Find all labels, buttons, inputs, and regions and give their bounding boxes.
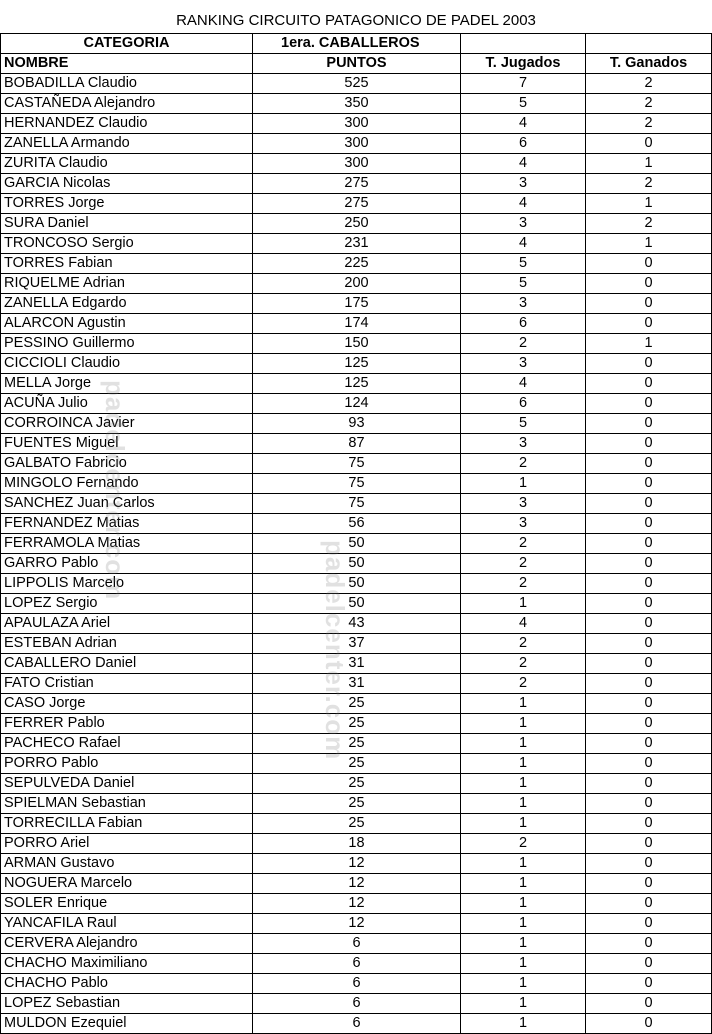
table-row (1, 134, 712, 154)
won-cell: 1 (586, 154, 712, 174)
points-cell: 200 (253, 274, 461, 294)
table-row (1, 694, 712, 714)
table-row (1, 254, 712, 274)
played-cell: 7 (461, 74, 586, 94)
won-cell: 0 (586, 814, 712, 834)
played-cell: 1 (461, 1014, 586, 1034)
player-name-cell: CERVERA Alejandro (1, 934, 253, 954)
played-cell: 1 (461, 974, 586, 994)
player-name-cell: TRONCOSO Sergio (1, 234, 253, 254)
played-cell: 2 (461, 654, 586, 674)
played-cell: 6 (461, 314, 586, 334)
played-cell: 2 (461, 454, 586, 474)
ranking-table-body (1, 34, 712, 1034)
table-row (1, 894, 712, 914)
played-cell: 4 (461, 614, 586, 634)
played-cell: 1 (461, 694, 586, 714)
points-cell: 300 (253, 134, 461, 154)
points-cell: 231 (253, 234, 461, 254)
won-cell: 0 (586, 834, 712, 854)
table-row (1, 434, 712, 454)
played-cell: 2 (461, 534, 586, 554)
won-cell: 0 (586, 954, 712, 974)
player-name-cell: SURA Daniel (1, 214, 253, 234)
played-cell: 3 (461, 294, 586, 314)
played-cell: 2 (461, 674, 586, 694)
points-cell: 250 (253, 214, 461, 234)
won-cell: 0 (586, 674, 712, 694)
won-cell: 0 (586, 714, 712, 734)
points-cell: 50 (253, 594, 461, 614)
won-cell: 0 (586, 774, 712, 794)
table-row (1, 974, 712, 994)
player-name-cell: TORRES Fabian (1, 254, 253, 274)
won-cell: 0 (586, 534, 712, 554)
player-name-cell: ZANELLA Edgardo (1, 294, 253, 314)
player-name-cell: SOLER Enrique (1, 894, 253, 914)
table-row (1, 594, 712, 614)
won-cell: 0 (586, 494, 712, 514)
player-name-cell: PESSINO Guillermo (1, 334, 253, 354)
points-cell: 50 (253, 534, 461, 554)
won-cell: 0 (586, 874, 712, 894)
points-cell: 6 (253, 954, 461, 974)
played-cell: 5 (461, 274, 586, 294)
played-cell: 4 (461, 154, 586, 174)
won-cell: 0 (586, 1014, 712, 1034)
won-cell: 2 (586, 174, 712, 194)
player-name-cell: FERRER Pablo (1, 714, 253, 734)
table-row (1, 714, 712, 734)
points-cell: 300 (253, 154, 461, 174)
won-cell: 0 (586, 314, 712, 334)
won-cell: 0 (586, 734, 712, 754)
table-row (1, 954, 712, 974)
player-name-cell: GARRO Pablo (1, 554, 253, 574)
won-cell: 0 (586, 854, 712, 874)
won-cell: 2 (586, 94, 712, 114)
played-cell: 2 (461, 834, 586, 854)
table-row (1, 754, 712, 774)
points-cell: 25 (253, 694, 461, 714)
player-name-cell: SANCHEZ Juan Carlos (1, 494, 253, 514)
points-cell: 25 (253, 814, 461, 834)
points-cell: 350 (253, 94, 461, 114)
won-cell: 0 (586, 574, 712, 594)
points-cell: 75 (253, 474, 461, 494)
player-name-cell: CICCIOLI Claudio (1, 354, 253, 374)
played-cell: 1 (461, 734, 586, 754)
played-cell: 1 (461, 714, 586, 734)
won-cell: 0 (586, 434, 712, 454)
table-row (1, 874, 712, 894)
player-name-cell: HERNANDEZ Claudio (1, 114, 253, 134)
played-cell: 1 (461, 894, 586, 914)
points-cell: 25 (253, 754, 461, 774)
points-cell: 225 (253, 254, 461, 274)
won-cell: 2 (586, 114, 712, 134)
player-name-cell: CASTAÑEDA Alejandro (1, 94, 253, 114)
points-cell: 6 (253, 1014, 461, 1034)
played-cell: 3 (461, 174, 586, 194)
points-cell: 275 (253, 194, 461, 214)
player-name-cell: LIPPOLIS Marcelo (1, 574, 253, 594)
won-cell: 0 (586, 654, 712, 674)
points-cell: 93 (253, 414, 461, 434)
points-cell: 174 (253, 314, 461, 334)
player-name-cell: CHACHO Maximiliano (1, 954, 253, 974)
won-cell: 0 (586, 374, 712, 394)
category-row (1, 34, 712, 54)
played-cell: 4 (461, 114, 586, 134)
won-cell: 1 (586, 194, 712, 214)
played-cell: 6 (461, 134, 586, 154)
played-cell: 4 (461, 194, 586, 214)
player-name-cell: ALARCON Agustin (1, 314, 253, 334)
ranking-table (0, 33, 712, 1034)
player-name-cell: YANCAFILA Raul (1, 914, 253, 934)
player-name-cell: ACUÑA Julio (1, 394, 253, 414)
table-row (1, 294, 712, 314)
table-row (1, 154, 712, 174)
table-row (1, 814, 712, 834)
won-cell: 0 (586, 634, 712, 654)
player-name-cell: ESTEBAN Adrian (1, 634, 253, 654)
played-cell: 1 (461, 854, 586, 874)
table-row (1, 354, 712, 374)
header-played: T. Jugados (461, 54, 586, 74)
won-cell: 0 (586, 914, 712, 934)
won-cell: 2 (586, 74, 712, 94)
player-name-cell: ZURITA Claudio (1, 154, 253, 174)
table-row (1, 994, 712, 1014)
points-cell: 300 (253, 114, 461, 134)
player-name-cell: FERRAMOLA Matias (1, 534, 253, 554)
player-name-cell: MULDON Ezequiel (1, 1014, 253, 1034)
player-name-cell: ZANELLA Armando (1, 134, 253, 154)
header-won: T. Ganados (586, 54, 712, 74)
table-row (1, 854, 712, 874)
won-cell: 0 (586, 994, 712, 1014)
points-cell: 50 (253, 574, 461, 594)
table-row (1, 794, 712, 814)
played-cell: 1 (461, 754, 586, 774)
page-title: RANKING CIRCUITO PATAGONICO DE PADEL 2003 (176, 12, 536, 29)
category-label: CATEGORIA (1, 34, 253, 54)
won-cell: 0 (586, 274, 712, 294)
played-cell: 1 (461, 874, 586, 894)
points-cell: 25 (253, 794, 461, 814)
player-name-cell: SPIELMAN Sebastian (1, 794, 253, 814)
played-cell: 2 (461, 554, 586, 574)
table-row (1, 374, 712, 394)
player-name-cell: FATO Cristian (1, 674, 253, 694)
player-name-cell: TORRES Jorge (1, 194, 253, 214)
points-cell: 12 (253, 914, 461, 934)
won-cell: 0 (586, 354, 712, 374)
table-row (1, 414, 712, 434)
played-cell: 4 (461, 234, 586, 254)
won-cell: 0 (586, 694, 712, 714)
player-name-cell: LOPEZ Sebastian (1, 994, 253, 1014)
player-name-cell: RIQUELME Adrian (1, 274, 253, 294)
points-cell: 25 (253, 734, 461, 754)
header-name: NOMBRE (1, 54, 253, 74)
header-points: PUNTOS (253, 54, 461, 74)
played-cell: 1 (461, 774, 586, 794)
table-row (1, 394, 712, 414)
player-name-cell: SEPULVEDA Daniel (1, 774, 253, 794)
category-empty-cell (586, 34, 712, 54)
points-cell: 31 (253, 654, 461, 674)
table-row (1, 334, 712, 354)
table-row (1, 574, 712, 594)
won-cell: 0 (586, 754, 712, 774)
played-cell: 3 (461, 514, 586, 534)
played-cell: 2 (461, 574, 586, 594)
played-cell: 4 (461, 374, 586, 394)
player-name-cell: GALBATO Fabricio (1, 454, 253, 474)
played-cell: 1 (461, 474, 586, 494)
table-row (1, 314, 712, 334)
table-row (1, 934, 712, 954)
watermark: padelcenter.com (100, 380, 130, 601)
table-row (1, 1014, 712, 1034)
played-cell: 1 (461, 954, 586, 974)
player-name-cell: GARCIA Nicolas (1, 174, 253, 194)
played-cell: 1 (461, 794, 586, 814)
points-cell: 75 (253, 454, 461, 474)
played-cell: 1 (461, 914, 586, 934)
won-cell: 2 (586, 214, 712, 234)
player-name-cell: MELLA Jorge (1, 374, 253, 394)
header-row (1, 54, 712, 74)
points-cell: 12 (253, 874, 461, 894)
won-cell: 0 (586, 254, 712, 274)
player-name-cell: PORRO Ariel (1, 834, 253, 854)
won-cell: 0 (586, 134, 712, 154)
points-cell: 150 (253, 334, 461, 354)
table-row (1, 94, 712, 114)
points-cell: 525 (253, 74, 461, 94)
points-cell: 275 (253, 174, 461, 194)
category-empty-cell (461, 34, 586, 54)
watermark: padelcenter.com (320, 540, 350, 761)
table-row (1, 194, 712, 214)
points-cell: 6 (253, 934, 461, 954)
table-row (1, 614, 712, 634)
player-name-cell: PACHECO Rafael (1, 734, 253, 754)
player-name-cell: CHACHO Pablo (1, 974, 253, 994)
won-cell: 0 (586, 514, 712, 534)
table-row (1, 214, 712, 234)
won-cell: 0 (586, 894, 712, 914)
table-row (1, 514, 712, 534)
played-cell: 1 (461, 594, 586, 614)
table-row (1, 234, 712, 254)
table-row (1, 674, 712, 694)
won-cell: 0 (586, 394, 712, 414)
points-cell: 31 (253, 674, 461, 694)
player-name-cell: CASO Jorge (1, 694, 253, 714)
won-cell: 0 (586, 414, 712, 434)
player-name-cell: FERNANDEZ Matias (1, 514, 253, 534)
won-cell: 0 (586, 974, 712, 994)
points-cell: 12 (253, 854, 461, 874)
played-cell: 6 (461, 394, 586, 414)
table-row (1, 494, 712, 514)
won-cell: 1 (586, 334, 712, 354)
player-name-cell: BOBADILLA Claudio (1, 74, 253, 94)
table-row (1, 654, 712, 674)
table-row (1, 114, 712, 134)
played-cell: 5 (461, 94, 586, 114)
played-cell: 1 (461, 814, 586, 834)
played-cell: 1 (461, 994, 586, 1014)
table-row (1, 834, 712, 854)
table-row (1, 774, 712, 794)
player-name-cell: ARMAN Gustavo (1, 854, 253, 874)
played-cell: 3 (461, 354, 586, 374)
played-cell: 2 (461, 334, 586, 354)
points-cell: 43 (253, 614, 461, 634)
played-cell: 2 (461, 634, 586, 654)
played-cell: 3 (461, 494, 586, 514)
table-row (1, 534, 712, 554)
points-cell: 18 (253, 834, 461, 854)
table-row (1, 634, 712, 654)
points-cell: 25 (253, 774, 461, 794)
points-cell: 125 (253, 354, 461, 374)
points-cell: 75 (253, 494, 461, 514)
category-value: 1era. CABALLEROS (253, 34, 461, 54)
played-cell: 5 (461, 254, 586, 274)
table-row (1, 734, 712, 754)
table-row (1, 474, 712, 494)
points-cell: 6 (253, 974, 461, 994)
table-row (1, 274, 712, 294)
points-cell: 124 (253, 394, 461, 414)
points-cell: 87 (253, 434, 461, 454)
player-name-cell: APAULAZA Ariel (1, 614, 253, 634)
played-cell: 1 (461, 934, 586, 954)
points-cell: 125 (253, 374, 461, 394)
table-row (1, 914, 712, 934)
won-cell: 0 (586, 594, 712, 614)
points-cell: 12 (253, 894, 461, 914)
table-row (1, 454, 712, 474)
table-row (1, 74, 712, 94)
player-name-cell: MINGOLO Fernando (1, 474, 253, 494)
won-cell: 0 (586, 614, 712, 634)
player-name-cell: LOPEZ Sergio (1, 594, 253, 614)
player-name-cell: FUENTES Miguel (1, 434, 253, 454)
played-cell: 3 (461, 434, 586, 454)
table-row (1, 174, 712, 194)
points-cell: 6 (253, 994, 461, 1014)
player-name-cell: NOGUERA Marcelo (1, 874, 253, 894)
points-cell: 175 (253, 294, 461, 314)
player-name-cell: PORRO Pablo (1, 754, 253, 774)
player-name-cell: CORROINCA Javier (1, 414, 253, 434)
table-row (1, 554, 712, 574)
played-cell: 3 (461, 214, 586, 234)
won-cell: 0 (586, 934, 712, 954)
points-cell: 50 (253, 554, 461, 574)
points-cell: 56 (253, 514, 461, 534)
player-name-cell: CABALLERO Daniel (1, 654, 253, 674)
won-cell: 0 (586, 454, 712, 474)
won-cell: 0 (586, 794, 712, 814)
points-cell: 37 (253, 634, 461, 654)
player-name-cell: TORRECILLA Fabian (1, 814, 253, 834)
won-cell: 0 (586, 554, 712, 574)
won-cell: 1 (586, 234, 712, 254)
won-cell: 0 (586, 294, 712, 314)
won-cell: 0 (586, 474, 712, 494)
points-cell: 25 (253, 714, 461, 734)
played-cell: 5 (461, 414, 586, 434)
